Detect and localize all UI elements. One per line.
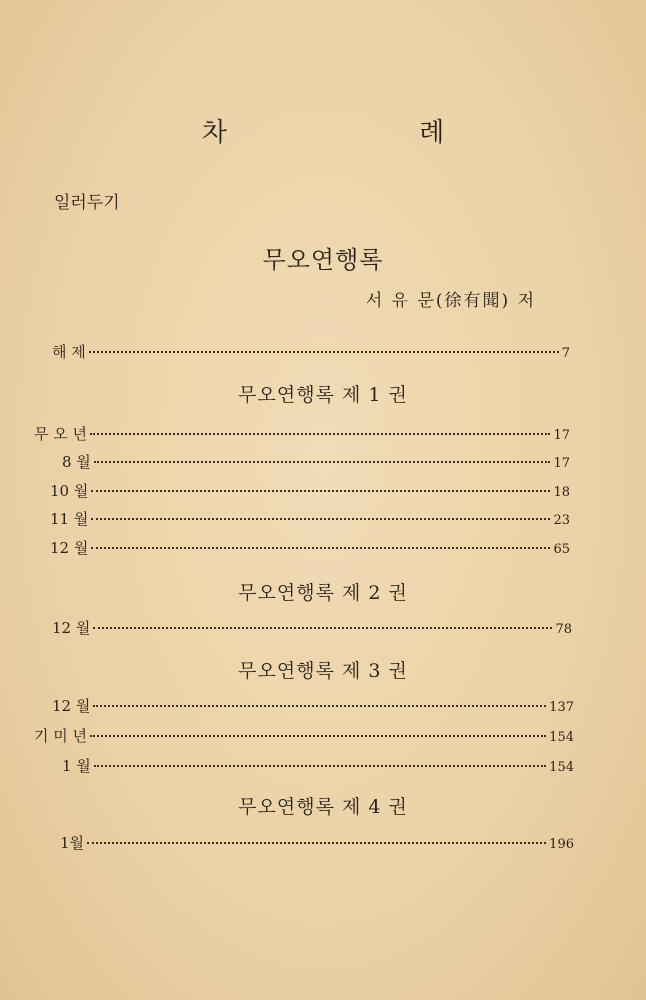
dot-leader: [91, 490, 550, 492]
toc-entry-intro: [52, 341, 570, 363]
page-title: 차 례: [201, 118, 537, 148]
toc-entry-page: 17: [553, 428, 570, 443]
toc-entry-page: 154: [549, 760, 574, 775]
toc-entry: [50, 537, 570, 559]
dot-leader: [94, 461, 551, 463]
toc-entry-page: 65: [553, 542, 570, 557]
dot-leader: [93, 705, 546, 707]
volume-heading: 무오연행록 제 1 권: [238, 384, 408, 406]
toc-entry-page: 196: [549, 837, 574, 852]
toc-entry-page: 17: [553, 456, 570, 471]
toc-entry-page: 18: [553, 485, 570, 500]
volume-heading: 무오연행록 제 4 권: [238, 796, 408, 818]
toc-entry-page: 78: [555, 622, 572, 637]
toc-entry-label: 11 월: [50, 510, 89, 528]
dot-leader: [89, 351, 559, 353]
toc-entry-label: 12 월: [50, 539, 89, 557]
toc-entry-label: 8 월: [62, 453, 91, 471]
toc-entry: [50, 480, 570, 502]
toc-entry: [52, 617, 572, 639]
book-title: 무오연행록: [262, 246, 384, 274]
toc-entry-label: 해 제: [52, 343, 86, 361]
dot-leader: [94, 765, 546, 767]
dot-leader: [90, 433, 550, 435]
toc-entry: [60, 832, 574, 854]
toc-entry-label: 무 오 년: [34, 425, 88, 443]
toc-entry-label: 12 월: [52, 697, 91, 715]
toc-entry: [62, 451, 570, 473]
toc-entry-page: 7: [561, 346, 570, 361]
toc-entry-label: 1월: [60, 834, 85, 852]
toc-entry-page: 154: [549, 730, 574, 745]
notes-label: 일러두기: [54, 193, 120, 213]
dot-leader: [90, 735, 546, 737]
toc-entry: [52, 695, 574, 717]
dot-leader: [87, 842, 546, 844]
volume-heading: 무오연행록 제 3 권: [238, 660, 408, 682]
toc-entry-page: 137: [549, 700, 574, 715]
toc-entry-label: 1 월: [62, 757, 91, 775]
toc-entry-label: 10 월: [50, 482, 89, 500]
dot-leader: [93, 627, 552, 629]
dot-leader: [91, 518, 550, 520]
toc-entry: [34, 725, 574, 747]
volume-heading: 무오연행록 제 2 권: [238, 582, 408, 604]
toc-entry: [50, 508, 570, 530]
dot-leader: [91, 547, 550, 549]
toc-entry: [62, 755, 574, 777]
toc-entry: [34, 423, 570, 445]
toc-entry-label: 12 월: [52, 619, 91, 637]
toc-entry-page: 23: [553, 513, 570, 528]
author-line: 서 유 문(徐有聞) 저: [365, 291, 536, 311]
toc-entry-label: 기 미 년: [34, 727, 88, 745]
